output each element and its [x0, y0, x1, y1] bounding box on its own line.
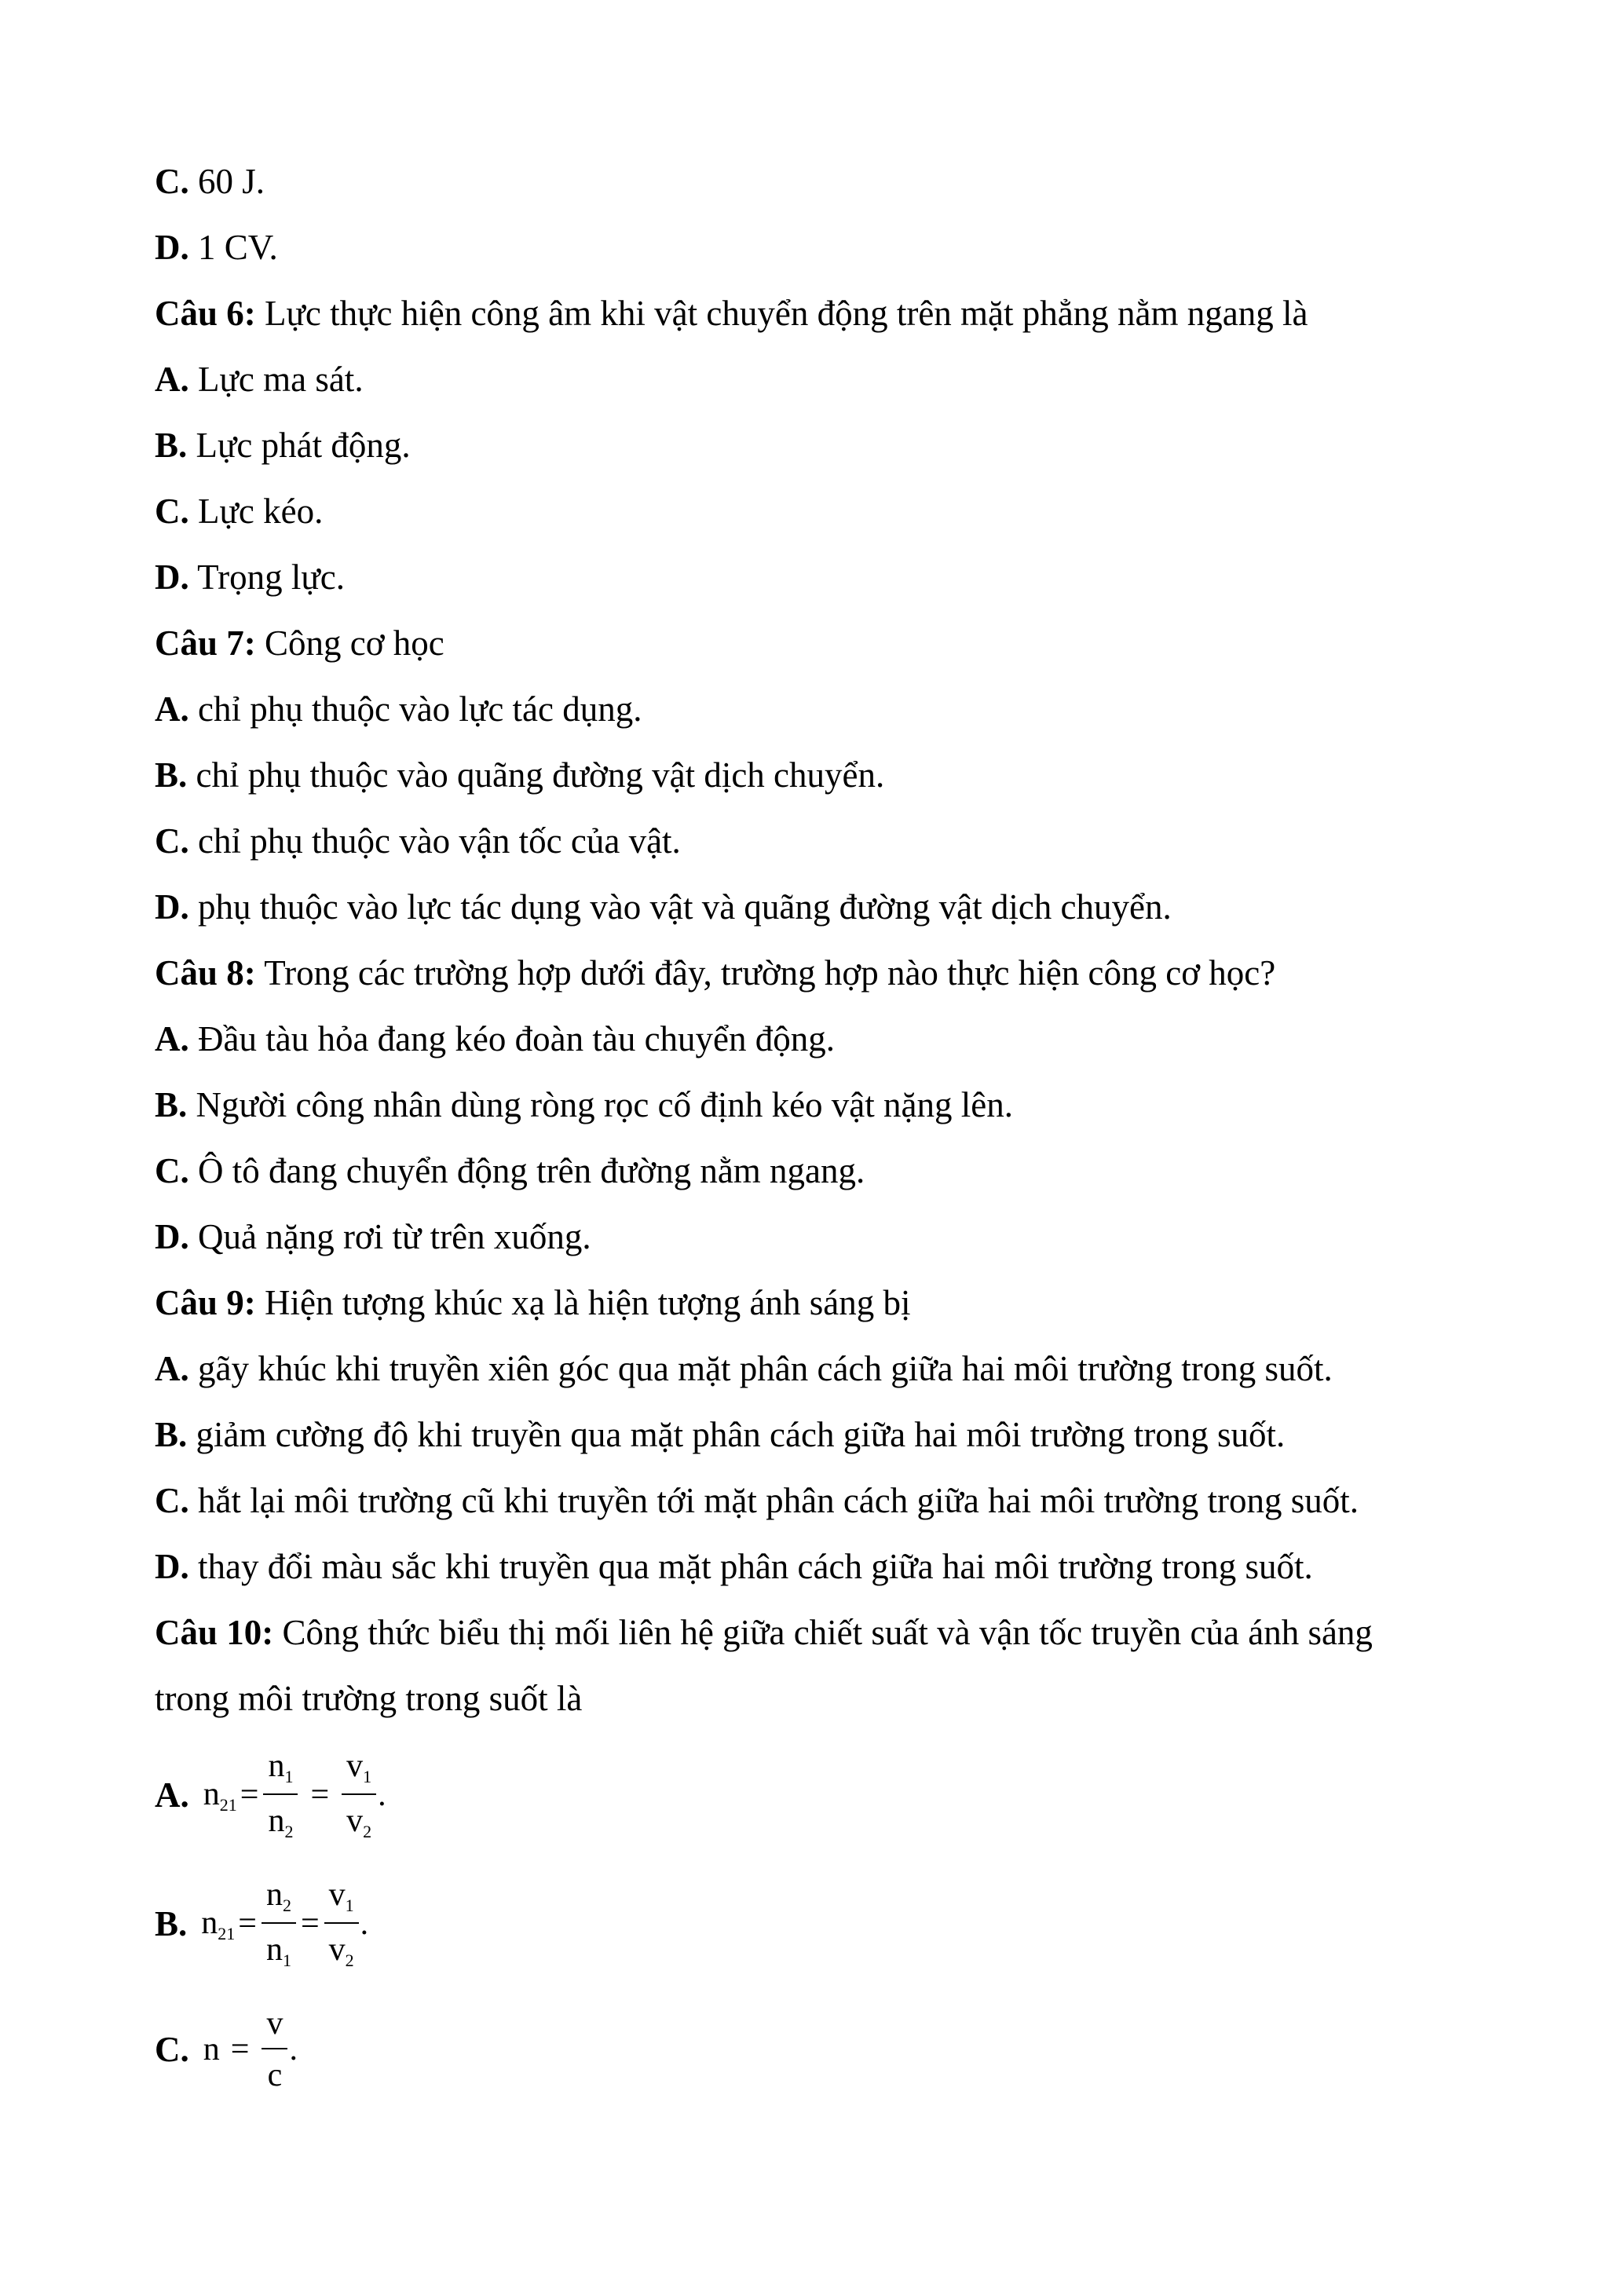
option-label: D. [155, 228, 189, 267]
text-line [155, 494, 323, 529]
formula-lhs: $n_{21}$ [203, 1775, 237, 1815]
question-line [155, 296, 1308, 331]
fraction: $\frac{v}{c}$ [262, 2007, 287, 2092]
line-text: hắt lại môi trường cũ khi truyền tới mặt phân cách giữa hai môi trường trong suốt. [188, 1481, 1359, 1520]
text-line [155, 1549, 1313, 1585]
option-label: B. [155, 1415, 188, 1454]
question-label: Câu 6: [155, 294, 256, 333]
text-line [155, 1219, 591, 1255]
text-line [155, 755, 885, 795]
text-line [155, 821, 681, 861]
question-line [155, 1285, 910, 1321]
text-line [155, 560, 345, 595]
line-text: thay đổi màu sắc khi truyền qua mặt phân cách giữa hai môi trường trong suốt. [188, 1547, 1313, 1586]
fraction: $\frac{n_2}{n_1}$ [262, 1878, 296, 1969]
text-line [155, 1681, 582, 1717]
question-line [155, 623, 444, 663]
option-label: C. [155, 1481, 189, 1520]
option-label: C. [155, 1151, 189, 1190]
line-text: Người công nhân dùng ròng rọc cố định kéo vật nặng lên. [187, 1085, 1013, 1124]
text-line [155, 1483, 1359, 1519]
formula-lhs: n [203, 2031, 220, 2067]
option-label: C. [155, 821, 189, 861]
formula-lhs: $n_{21}$ [201, 1904, 236, 1943]
equals-sign: = [240, 1777, 259, 1813]
line-text: Hiện tượng khúc xạ là hiện tượng ánh sáng bị [255, 1283, 911, 1322]
text-line [155, 428, 411, 463]
text-line [155, 230, 278, 265]
option-label: A. [155, 1019, 189, 1058]
line-text: 60 J. [188, 162, 265, 201]
option-label: A. [155, 689, 189, 729]
option-label: A. [155, 1349, 189, 1388]
line-text: Ô tô đang chuyển động trên đường nằm ngang. [188, 1151, 865, 1190]
formula-option-c [155, 2007, 298, 2092]
option-label: A. [155, 1775, 189, 1815]
fraction: $\frac{v_1}{v_2}$ [342, 1749, 376, 1841]
option-label: B. [155, 1904, 188, 1943]
line-text: Lực ma sát. [188, 360, 364, 399]
line-text: phụ thuộc vào lực tác dụng vào vật và quãng đường vật dịch chuyển. [188, 887, 1172, 927]
question-label: Câu 9: [155, 1283, 256, 1322]
line-text: Lực kéo. [188, 492, 324, 531]
formula-end: . [289, 2031, 298, 2067]
option-label: D. [155, 887, 189, 927]
option-label: B. [155, 755, 188, 795]
question-label: Câu 7: [155, 623, 256, 663]
text-line [155, 164, 265, 199]
line-text: Đầu tàu hỏa đang kéo đoàn tàu chuyển động. [188, 1019, 836, 1058]
text-line [155, 1085, 1013, 1124]
equals-sign: = [310, 1777, 330, 1813]
line-text: Trong các trường hợp dưới đây, trường hợp nào thực hiện công cơ học? [255, 953, 1276, 993]
text-line [155, 362, 364, 397]
line-text: Công cơ học [255, 623, 444, 663]
option-label: D. [155, 1547, 189, 1586]
fraction: $\frac{n_1}{n_2}$ [263, 1749, 298, 1841]
text-line [155, 689, 642, 729]
formula-option-a [155, 1749, 386, 1841]
line-text: Quả nặng rơi từ trên xuống. [188, 1217, 591, 1256]
option-label: C. [155, 2030, 189, 2069]
line-text: chỉ phụ thuộc vào lực tác dụng. [188, 689, 642, 729]
option-label: D. [155, 558, 189, 597]
line-text: Trọng lực. [188, 558, 345, 597]
text-line [155, 1417, 1285, 1453]
text-line [155, 1019, 836, 1058]
question-label: Câu 8: [155, 953, 256, 993]
formula-option-b [155, 1878, 368, 1969]
line-text: Lực phát động. [187, 426, 411, 465]
equals-sign: = [300, 1906, 320, 1942]
line-text: Lực thực hiện công âm khi vật chuyển động trên mặt phẳng nằm ngang là [255, 294, 1308, 333]
fraction: $\frac{v_1}{v_2}$ [324, 1878, 359, 1969]
question-line [155, 1615, 1373, 1651]
option-label: C. [155, 492, 189, 531]
line-text: chỉ phụ thuộc vào quãng đường vật dịch chuyển. [187, 755, 885, 795]
line-text: 1 CV. [188, 228, 278, 267]
line-text: Công thức biểu thị mối liên hệ giữa chiết suất và vận tốc truyền của ánh sáng [273, 1613, 1373, 1652]
option-label: A. [155, 360, 189, 399]
line-text: gãy khúc khi truyền xiên góc qua mặt phân cách giữa hai môi trường trong suốt. [188, 1349, 1333, 1388]
question-line [155, 953, 1276, 993]
line-text: trong môi trường trong suốt là [155, 1679, 583, 1718]
text-line [155, 1351, 1333, 1387]
text-line [155, 1153, 865, 1189]
formula-end: . [360, 1906, 369, 1942]
option-label: C. [155, 162, 189, 201]
question-label: Câu 10: [155, 1613, 274, 1652]
equals-sign: = [230, 2031, 250, 2067]
formula-end: . [378, 1777, 386, 1813]
line-text: chỉ phụ thuộc vào vận tốc của vật. [188, 821, 681, 861]
option-label: D. [155, 1217, 189, 1256]
equals-sign: = [238, 1906, 257, 1942]
text-line [155, 887, 1172, 927]
option-label: B. [155, 1085, 188, 1124]
option-label: B. [155, 426, 188, 465]
line-text: giảm cường độ khi truyền qua mặt phân cách giữa hai môi trường trong suốt. [187, 1415, 1286, 1454]
